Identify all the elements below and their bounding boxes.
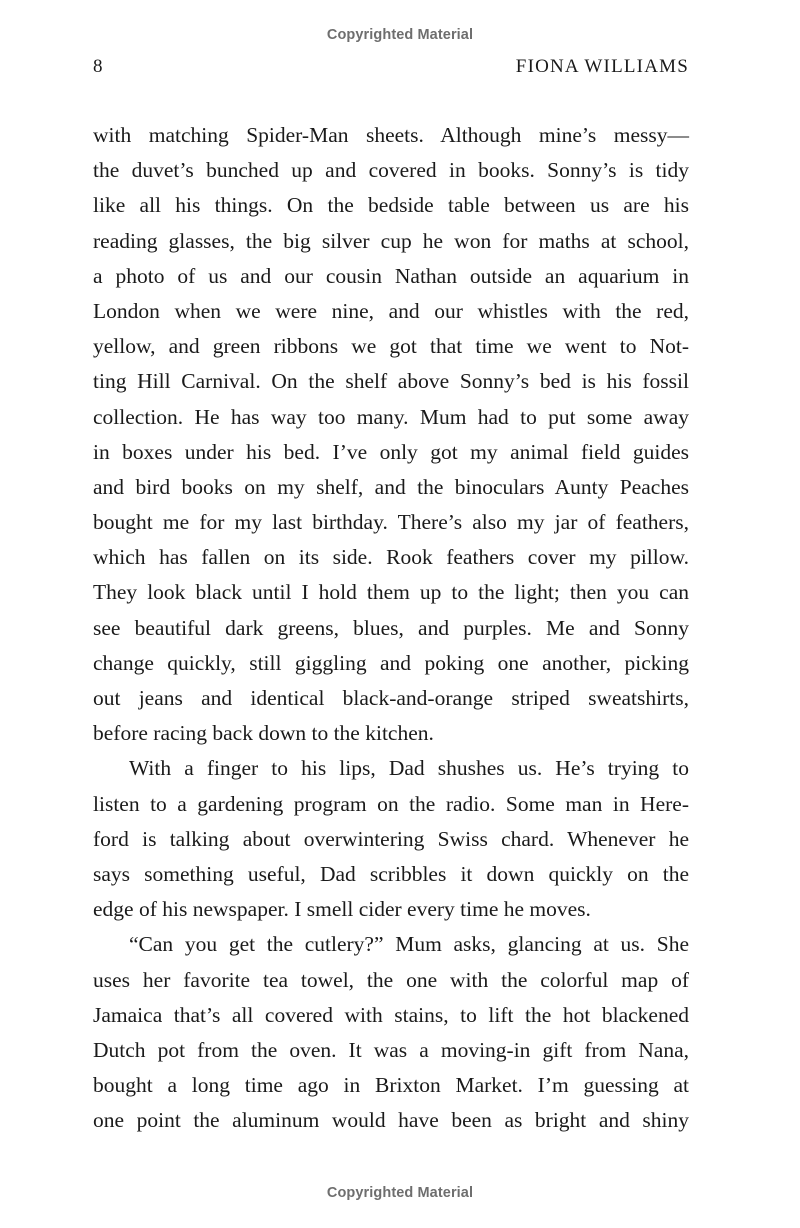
text-line: bought me for my last birthday. There’s also my jar of feathers, [93,510,689,535]
author-name: FIONA WILLIAMS [515,56,689,77]
text-line: ting Hill Carnival. On the shelf above Sonny’s bed is his fossil [93,369,689,394]
text-line: uses her favorite tea towel, the one with the colorful map of [93,967,689,992]
page-number: 8 [93,56,103,77]
text-line: London when we were nine, and our whistles with the red, [93,298,689,323]
copyright-watermark-bottom: Copyrighted Material [326,1185,474,1201]
text-line: like all his things. On the bedside table between us are his [93,193,689,218]
text-line: which has fallen on its side. Rook feathers cover my pillow. [93,545,689,570]
text-line: bought a long time ago in Brixton Market. I’m guessing at [93,1073,689,1098]
text-line: yellow, and green ribbons we got that time we went to Not- [93,334,689,359]
text-line: Jamaica that’s all covered with stains, to lift the hot blackened [93,1002,689,1027]
body-text [93,118,689,1138]
paragraph [93,927,689,1138]
text-line: says something useful, Dad scribbles it down quickly on the [93,861,689,886]
copyright-watermark-top: Copyrighted Material [326,27,474,43]
text-line: a photo of us and our cousin Nathan outside an aquarium in [93,263,689,288]
text-line: With a finger to his lips, Dad shushes us. He’s trying to [129,756,689,781]
text-line: with matching Spider-Man sheets. Although mine’s messy— [93,123,689,147]
paragraph [93,751,689,927]
text-line: Dutch pot from the oven. It was a moving-in gift from Nana, [93,1037,689,1062]
text-line: “Can you get the cutlery?” Mum asks, glancing at us. She [129,932,689,957]
paragraph [93,118,689,751]
text-line: edge of his newspaper. I smell cider every time he moves. [93,897,591,922]
text-line: and bird books on my shelf, and the binoculars Aunty Peaches [93,474,689,499]
text-line: out jeans and identical black-and-orange striped sweatshirts, [93,686,689,710]
text-line: see beautiful dark greens, blues, and purples. Me and Sonny [93,615,689,640]
text-line: in boxes under his bed. I’ve only got my animal field guides [93,439,689,464]
text-line: ford is talking about overwintering Swiss chard. Whenever he [93,826,689,851]
text-line: They look black until I hold them up to the light; then you can [93,580,689,605]
text-line: one point the aluminum would have been as bright and shiny [93,1108,689,1133]
text-line: change quickly, still giggling and poking one another, picking [93,650,689,675]
text-line: collection. He has way too many. Mum had to put some away [93,404,689,429]
text-line: reading glasses, the big silver cup he won for maths at school, [93,228,689,253]
running-head [93,56,689,80]
text-line: the duvet’s bunched up and covered in books. Sonny’s is tidy [93,158,689,183]
text-line: listen to a gardening program on the radio. Some man in Here- [93,791,689,816]
text-line: before racing back down to the kitchen. [93,721,434,746]
